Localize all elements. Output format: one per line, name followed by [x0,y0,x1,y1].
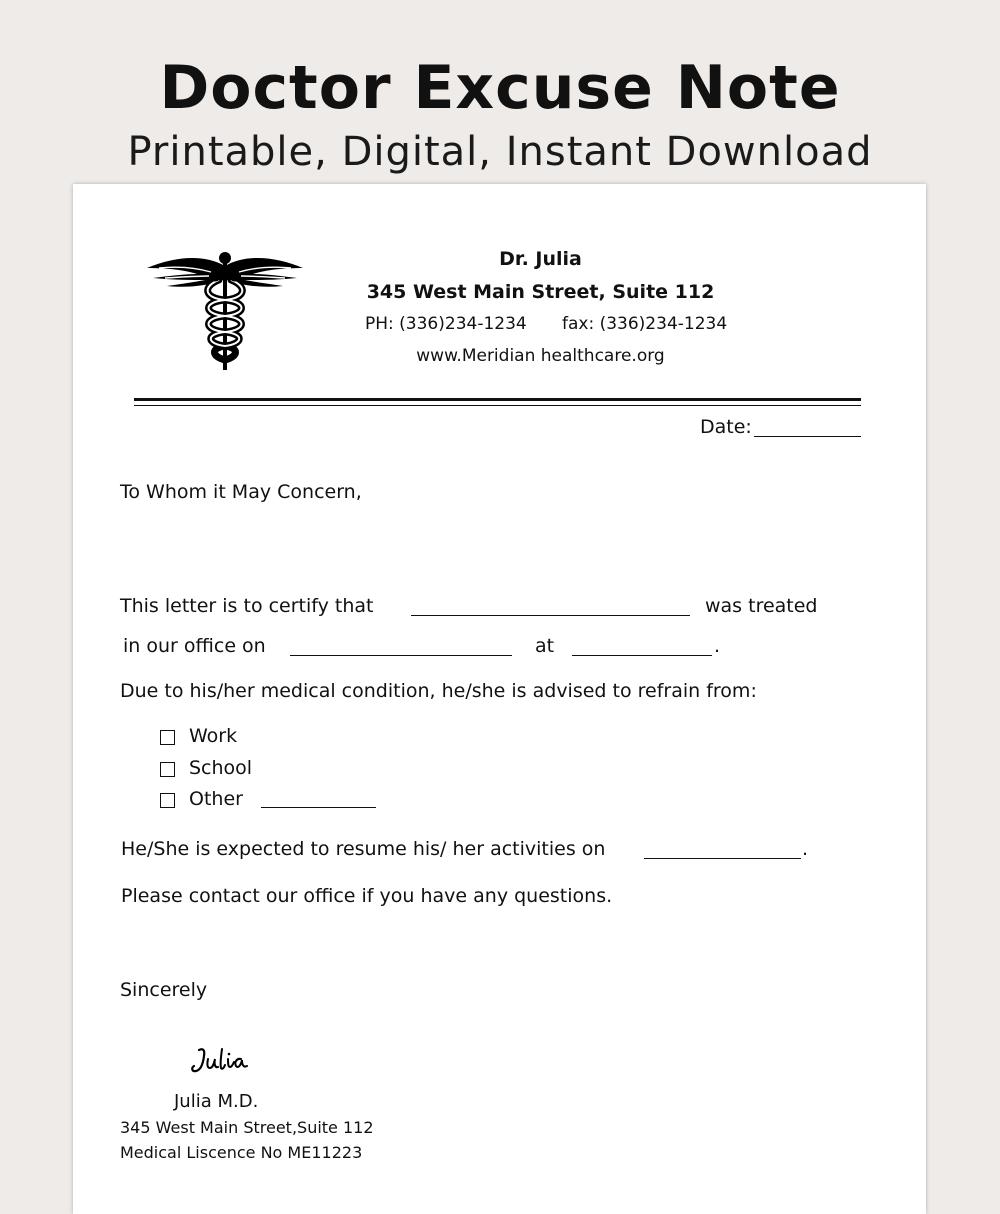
certify-suffix: was treated [705,595,818,617]
clinic-fax: fax: (336)234-1234 [562,314,728,334]
clinic-website: www.Meridian healthcare.org [416,346,665,366]
office-period: . [714,635,721,657]
work-label: Work [189,725,238,747]
other-label: Other [189,788,243,810]
salutation: To Whom it May Concern, [120,481,362,503]
other-reason-field[interactable] [261,789,376,808]
school-checkbox[interactable] [160,762,175,777]
date-field[interactable] [754,418,861,437]
visit-time-field[interactable] [572,637,712,656]
work-checkbox[interactable] [160,730,175,745]
visit-date-field[interactable] [290,637,512,656]
closing: Sincerely [120,979,208,1001]
certify-prefix: This letter is to certify that [120,595,374,617]
resume-period: . [802,838,809,860]
resume-text: He/She is expected to resume his/ her activities on [121,838,606,860]
signatory-name: Julia M.D. [174,1091,259,1112]
header-divider-thick [134,398,861,401]
signatory-address: 345 West Main Street,Suite 112 [120,1118,374,1137]
date-label: Date: [700,416,752,438]
banner-title: Doctor Excuse Note [159,53,841,123]
patient-name-field[interactable] [411,597,690,616]
banner-subtitle: Printable, Digital, Instant Download [127,129,873,175]
handwritten-signature [189,1044,251,1078]
clinic-address: 345 West Main Street, Suite 112 [366,281,715,303]
office-prefix: in our office on [123,635,266,657]
resume-date-field[interactable] [644,840,801,859]
condition-text: Due to his/her medical condition, he/she is advised to refrain from: [120,680,757,702]
license-number: Medical Liscence No ME11223 [120,1143,363,1162]
contact-text: Please contact our office if you have any questions. [121,885,613,907]
clinic-phone: PH: (336)234-1234 [365,314,527,334]
excuse-note-paper [73,184,926,1214]
at-label: at [535,635,555,657]
other-checkbox[interactable] [160,793,175,808]
header-divider-thin [134,405,861,406]
doctor-name: Dr. Julia [499,248,582,270]
school-label: School [189,757,253,779]
